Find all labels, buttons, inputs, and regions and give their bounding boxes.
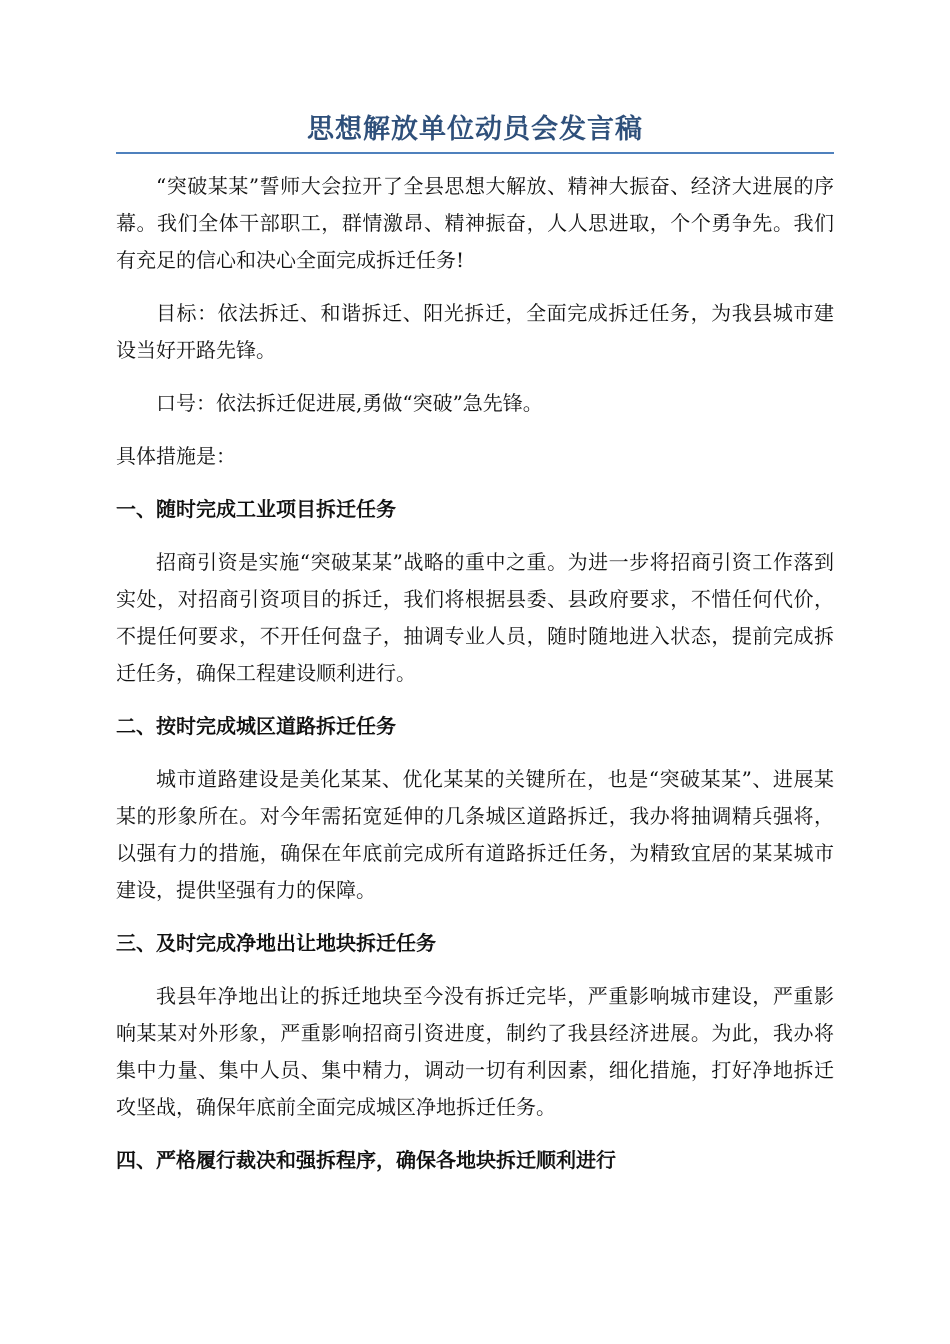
intro-paragraph: “突破某某”誓师大会拉开了全县思想大解放、精神大振奋、经济大进展的序幕。我们全体干部职工，群情激昂、精神振奋，人人思进取，个个勇争先。我们有充足的信心和决心全面完成拆迁任务! [116,174,834,272]
section-body: 城市道路建设是美化某某、优化某某的关键所在，也是“突破某某”、进展某某的形象所在。对今年需拓宽延伸的几条城区道路拆迁，我办将抽调精兵强将，以强有力的措施，确保在年底前完成所有道路拆迁任务，为精致宜居的某某城市建设，提供坚强有力的保障。 [116,767,834,902]
goal-paragraph: 目标：依法拆迁、和谐拆迁、阳光拆迁，全面完成拆迁任务，为我县城市建设当好开路先锋。 [116,301,834,362]
section-body: 招商引资是实施“突破某某”战略的重中之重。为进一步将招商引资工作落到实处，对招商引资项目的拆迁，我们将根据县委、县政府要求，不惜任何代价，不提任何要求，不开任何盘子，抽调专业人员，随时随地进入状态，提前完成拆迁任务，确保工程建设顺利进行。 [116,550,834,685]
section-heading: 四、严格履行裁决和强拆程序，确保各地块拆迁顺利进行 [116,1148,616,1172]
section-heading: 一、随时完成工业项目拆迁任务 [116,497,396,521]
measures-label: 具体措施是： [116,444,236,468]
document-title: 思想解放单位动员会发言稿 [116,110,834,154]
section-heading: 三、及时完成净地出让地块拆迁任务 [116,931,436,955]
slogan-paragraph: 口号：依法拆迁促进展,勇做“突破”急先锋。 [156,391,543,415]
section-body: 我县年净地出让的拆迁地块至今没有拆迁完毕，严重影响城市建设，严重影响某某对外形象，严重影响招商引资进度，制约了我县经济进展。为此，我办将集中力量、集中人员、集中精力，调动一切有利因素，细化措施，打好净地拆迁攻坚战，确保年底前全面完成城区净地拆迁任务。 [116,984,834,1119]
section-heading: 二、按时完成城区道路拆迁任务 [116,714,396,738]
document-page [116,110,834,1195]
document-body [116,168,834,1179]
